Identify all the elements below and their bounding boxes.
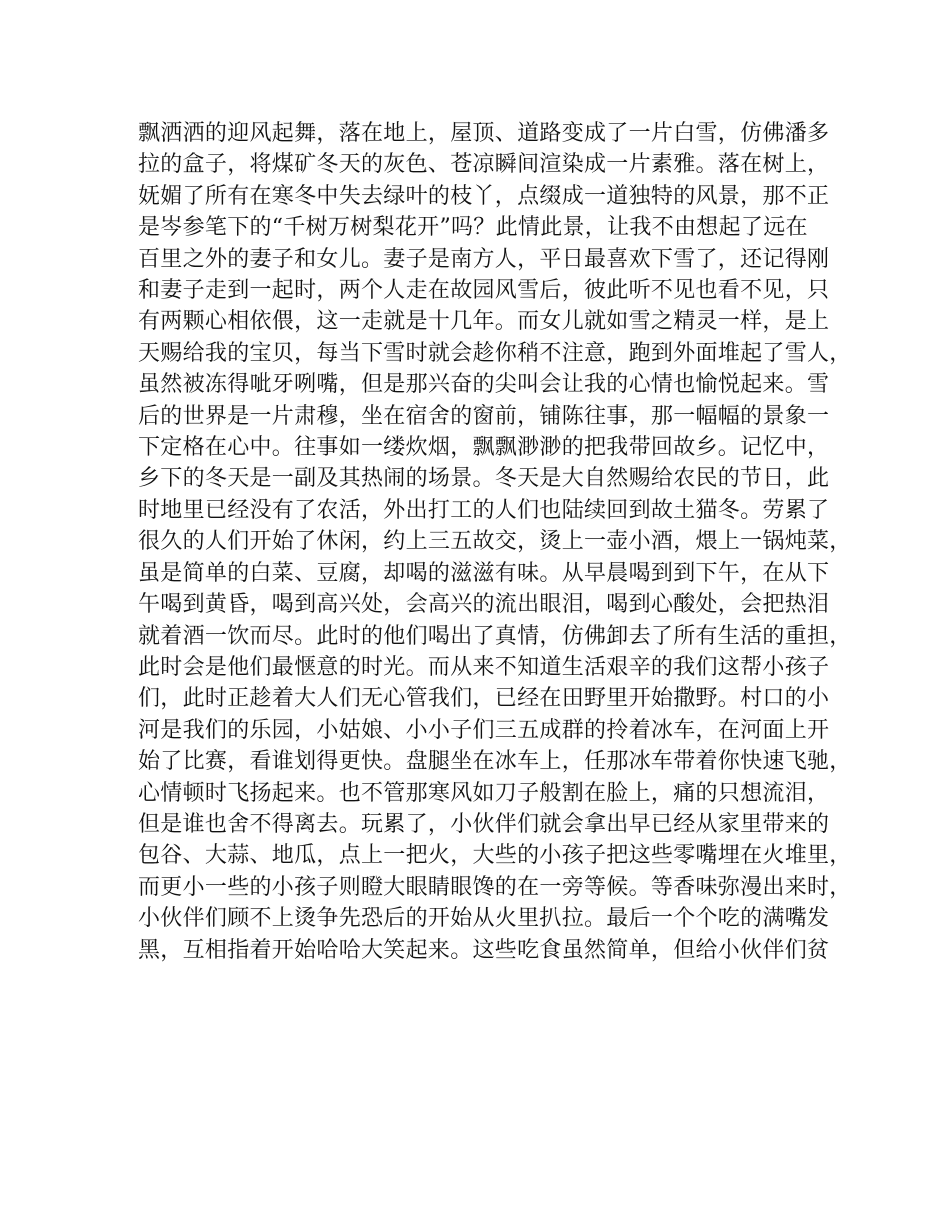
text-line: 和妻子走到一起时，两个人走在故园风雪后，彼此听不见也看不见，只 bbox=[138, 278, 830, 304]
body-text bbox=[138, 118, 852, 966]
text-line: 虽然被冻得呲牙咧嘴，但是那兴奋的尖叫会让我的心情也愉悦起来。雪 bbox=[138, 372, 830, 398]
text-line: 始了比赛，看谁划得更快。盘腿坐在冰车上，任那冰车带着你快速飞驰， bbox=[138, 749, 852, 775]
text-line: 包谷、大蒜、地瓜，点上一把火，大些的小孩子把这些零嘴埋在火堆里， bbox=[138, 843, 852, 869]
text-line: 小伙伴们顾不上烫争先恐后的开始从火里扒拉。最后一个个吃的满嘴发 bbox=[138, 906, 830, 932]
text-line: 此时会是他们最惬意的时光。而从来不知道生活艰辛的我们这帮小孩子 bbox=[138, 654, 830, 680]
text-line: 但是谁也舍不得离去。玩累了，小伙伴们就会拿出早已经从家里带来的 bbox=[138, 811, 830, 837]
text-line: 下定格在心中。往事如一缕炊烟，飘飘渺渺的把我带回故乡。记忆中， bbox=[138, 435, 830, 461]
text-line: 有两颗心相依偎，这一走就是十几年。而女儿就如雪之精灵一样，是上 bbox=[138, 309, 830, 335]
text-line: 飘洒洒的迎风起舞，落在地上，屋顶、道路变成了一片白雪，仿佛潘多 bbox=[138, 121, 830, 146]
text-line: 百里之外的妻子和女儿。妻子是南方人，平日最喜欢下雪了，还记得刚 bbox=[138, 246, 830, 272]
text-line: 午喝到黄昏，喝到高兴处，会高兴的流出眼泪，喝到心酸处，会把热泪 bbox=[138, 592, 830, 618]
text-line: 时地里已经没有了农活，外出打工的人们也陆续回到故土猫冬。劳累了 bbox=[138, 497, 830, 523]
text-line: 乡下的冬天是一副及其热闹的场景。冬天是大自然赐给农民的节日，此 bbox=[138, 466, 830, 492]
text-line: 而更小一些的小孩子则瞪大眼睛眼馋的在一旁等候。等香味弥漫出来时， bbox=[138, 874, 852, 900]
text-line: 拉的盒子，将煤矿冬天的灰色、苍凉瞬间渲染成一片素雅。落在树上， bbox=[138, 152, 830, 178]
text-line: 虽是简单的白菜、豆腐，却喝的滋滋有味。从早晨喝到到下午，在从下 bbox=[138, 560, 830, 586]
text-line: 黑，互相指着开始哈哈大笑起来。这些吃食虽然简单，但给小伙伴们贫 bbox=[138, 937, 830, 963]
text-line: 就着酒一饮而尽。此时的他们喝出了真情，仿佛卸去了所有生活的重担， bbox=[138, 623, 852, 649]
text-line: 心情顿时飞扬起来。也不管那寒风如刀子般割在脸上，痛的只想流泪， bbox=[138, 780, 830, 806]
text-line: 是岑参笔下的“千树万树梨花开”吗？此情此景，让我不由想起了远在 bbox=[138, 215, 808, 241]
text-line: 妩媚了所有在寒冬中失去绿叶的枝丫，点缀成一道独特的风景，那不正 bbox=[138, 183, 830, 209]
text-line: 很久的人们开始了休闲，约上三五故交，烫上一壶小酒，煨上一锅炖菜， bbox=[138, 529, 852, 555]
text-line: 后的世界是一片肃穆，坐在宿舍的窗前，铺陈往事，那一幅幅的景象一 bbox=[138, 403, 830, 429]
text-line: 们，此时正趁着大人们无心管我们，已经在田野里开始撒野。村口的小 bbox=[138, 686, 830, 712]
text-line: 天赐给我的宝贝，每当下雪时就会趁你稍不注意，跑到外面堆起了雪人， bbox=[138, 340, 852, 366]
text-line: 河是我们的乐园，小姑娘、小小子们三五成群的拎着冰车，在河面上开 bbox=[138, 717, 830, 743]
